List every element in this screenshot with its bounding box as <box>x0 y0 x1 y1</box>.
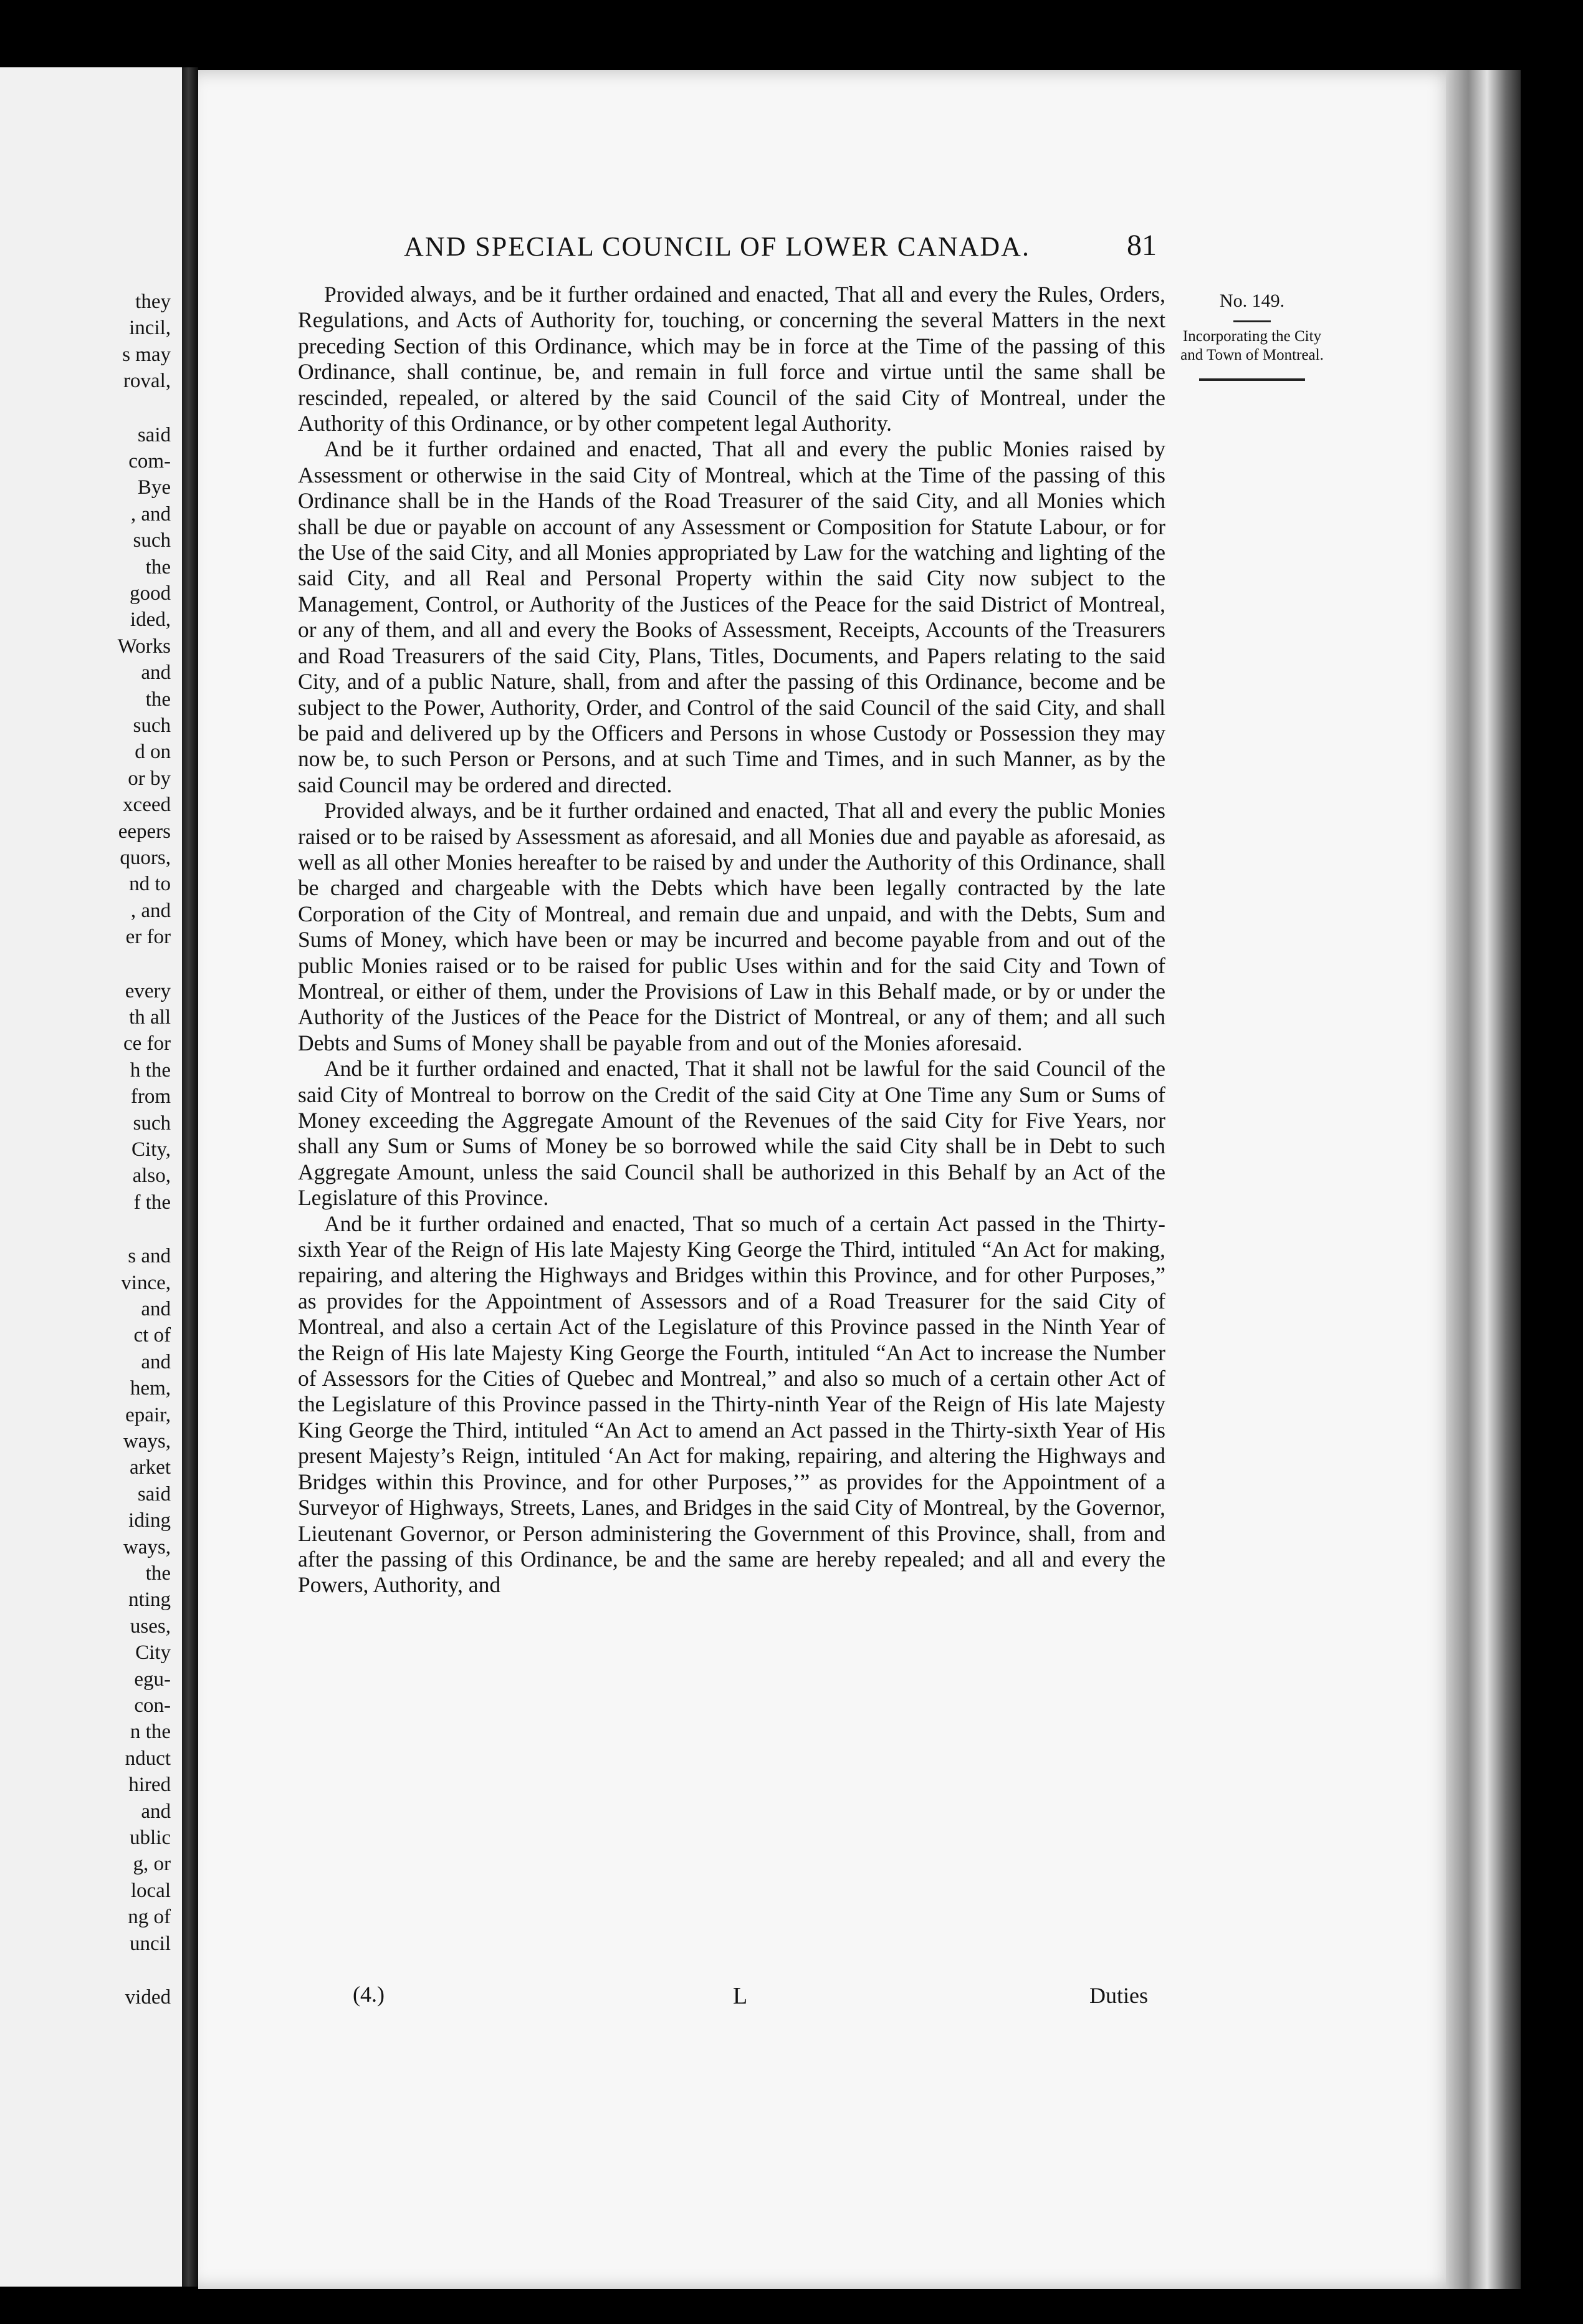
catchword: Duties <box>1089 1983 1148 2008</box>
divider <box>1199 378 1305 381</box>
facing-page-fragment: and <box>141 661 171 684</box>
paragraph: Provided always, and be it further ordained and enacted, That all and every the Rules, Orders, Regulations, and Acts of Authority for, touching, or concerning the several Matters in the next preceding Section of this Ordinance, which may be in force at the Time of the passing of this Ordinance, shall continue, be, and remain in full force and virtue until the same shall be rescinded, repealed, or altered by the said Council of the said City of Montreal, under the Authority of this Ordinance, or by other competent legal Authority. <box>298 282 1165 436</box>
running-head: AND SPECIAL COUNCIL OF LOWER CANADA. <box>404 231 1030 262</box>
facing-page-fragment: egu- <box>134 1668 171 1691</box>
facing-page-fragment: good <box>130 582 171 605</box>
facing-page-fragment: the <box>145 555 171 579</box>
facing-page-fragment: d on <box>135 741 171 764</box>
facing-page-fragment: s may <box>122 343 171 366</box>
divider <box>1233 320 1271 322</box>
margin-note <box>1170 290 1334 381</box>
facing-page-fragment: vince, <box>121 1271 171 1294</box>
facing-page-fragment: ided, <box>130 608 171 631</box>
facing-page-fragment: arket <box>130 1456 171 1479</box>
facing-page-fragment: said <box>137 423 171 446</box>
facing-page-fragment: con- <box>134 1694 171 1717</box>
signature-mark: (4.) <box>353 1982 385 2007</box>
facing-page-fragment: iding <box>128 1509 171 1532</box>
facing-page-fragment: such <box>133 714 171 737</box>
facing-page-fragment: roval, <box>123 370 171 393</box>
facing-page-fragment: City <box>135 1641 171 1664</box>
facing-page-fragment: th all <box>129 1006 171 1029</box>
facing-page-fragment: f the <box>133 1191 171 1214</box>
facing-page-fragment: and <box>141 1350 171 1373</box>
facing-page-fragment: hired <box>128 1774 171 1797</box>
margin-note-text: Incorporating the City and Town of Montreal. <box>1180 328 1324 363</box>
facing-page-fragment: or by <box>128 767 171 790</box>
facing-page-fragment: local <box>130 1879 171 1902</box>
facing-page-fragment: they <box>135 290 171 313</box>
facing-page-fragment: epair, <box>125 1403 171 1426</box>
facing-page-fragment: uses, <box>130 1615 171 1638</box>
facing-page-fragment: also, <box>132 1164 171 1188</box>
facing-page-fragment: ce for <box>123 1032 171 1055</box>
facing-page-fragment: and <box>141 1800 171 1823</box>
facing-page-fragment: from <box>130 1085 171 1108</box>
page-number: 81 <box>1127 229 1157 262</box>
facing-page-fragment: the <box>145 688 171 711</box>
facing-page-fragment: h the <box>130 1059 171 1082</box>
facing-page-fragment: uncil <box>130 1932 171 1955</box>
facing-page-fragment: Works <box>117 635 171 658</box>
facing-page-fragment: ct of <box>133 1324 171 1347</box>
facing-page-fragment: nting <box>128 1588 171 1611</box>
ordinance-number: No. 149. <box>1219 290 1285 311</box>
paragraph: Provided always, and be it further ordained and enacted, That all and every the public Monies raised or to be raised by Assessment as aforesaid, and all Monies due and payable as aforesaid, as well as all other Monies hereafter to be raised by and under the Authority of this Ordinance, shall be charged and chargeable with the Debts which have been legally contracted by the late Corporation of the City of Montreal, and remain due and unpaid, and with the Debts, Sum and Sums of Money, which have been or may be incurred and become payable from and out of the public Monies raised or to be raised for public Uses within and for the said City and Town of Montreal, or either of them, under the Provisions of Law in this Behalf made, or by or under the Authority of the Justices of the Peace for the District of Montreal, or any of them; and all such Debts and Sums of Money shall be payable from and out of the Monies aforesaid. <box>298 798 1165 1055</box>
facing-page-fragment: ways, <box>123 1535 171 1558</box>
page-edge <box>1446 70 1521 2289</box>
facing-page-fragment: ways, <box>123 1430 171 1452</box>
facing-page-fragment: xceed <box>123 794 171 817</box>
facing-page-fragment: s and <box>128 1245 171 1268</box>
facing-page-fragment: com- <box>128 450 171 473</box>
facing-page-fragment: the <box>145 1562 171 1585</box>
facing-page-fragment: every <box>125 979 171 1002</box>
facing-page-fragment: eepers <box>118 820 171 843</box>
body-text <box>298 282 1165 1598</box>
facing-page-fragment: such <box>133 529 171 552</box>
facing-page-fragment: nduct <box>125 1747 171 1770</box>
paragraph: And be it further ordained and enacted, That all and every the public Monies raised by Assessment or otherwise in the said City of Montreal, which at the Time of the passing of this Ordinance shall be in the Hands of the Road Treasurer of the said City, and all Monies which shall be due or payable on account of any Assessment or Composition for Statute Labour, or for the Use of the said City, and all Monies appropriated by Law for the watching and lighting of the said City, and all Real and Personal Property within the said City now subject to the Management, Control, or Authority of the Justices of the Peace for the said District of Montreal, or any of them, and all and every the Books of Assessment, Receipts, Accounts of the Treasurers and Road Treasurers of the said City, Plans, Titles, Documents, and Papers relating to the said City, and of a public Nature, shall, from and after the passing of this Ordinance, become and be subject to the Power, Authority, Order, and Control of the said Council of the said City, and shall be paid and delivered up by the Officers and Persons in whose Custody or Possession they may now be, to such Person or Persons, and at such Time and Times, and in such Manner, as by the said Council may be ordered and directed. <box>298 436 1165 797</box>
facing-page-fragment: City, <box>132 1138 171 1161</box>
facing-page-fragment: nd to <box>129 873 171 896</box>
facing-page-fragment: incil, <box>129 317 171 340</box>
facing-page-fragment: said <box>137 1482 171 1505</box>
facing-page-fragment: , and <box>130 899 171 922</box>
paragraph: And be it further ordained and enacted, That it shall not be lawful for the said Council of the said City of Montreal to borrow on the Credit of the said City at One Time any Sum or Sums of Money exceeding the Aggregate Amount of the Revenues of the said City for Five Years, nor shall any Sum or Sums of Money be so borrowed while the said City shall be in Debt to such Aggregate Amount, unless the said Council shall be authorized in this Behalf by an Act of the Legislature of this Province. <box>298 1056 1165 1211</box>
facing-page-fragment: vided <box>125 1986 171 2009</box>
facing-page-fragment: hem, <box>130 1377 171 1400</box>
facing-page-fragment: er for <box>125 926 171 949</box>
paragraph: And be it further ordained and enacted, That so much of a certain Act passed in the Thirty-sixth Year of the Reign of His late Majesty King George the Third, intituled “An Act for making, repairing, and altering the Highways and Bridges within this Province, and for other Purposes,” as provides for the Appointment of Assessors and of a Road Treasurer for the said City of Montreal, and also a certain Act of the Legislature of this Province passed in the Ninth Year of the Reign of His late Majesty King George the Fourth, intituled “An Act to increase the Number of Assessors for the Cities of Quebec and Montreal,” and also so much of a certain other Act of the Legislature of this Province passed in the Thirty-ninth Year of the Reign of His late Majesty King George the Third, intituled “An Act to amend an Act passed in the Thirty-sixth Year of His present Majesty’s Reign, intituled ‘An Act for making, repairing, and altering the Highways and Bridges within this Province, and for other Purposes,’” as provides for the Appointment of a Surveyor of Highways, Streets, Lanes, and Bridges in the said City of Montreal, by the Governor, Lieutenant Governor, or Person administering the Government of this Province, shall, from and after the passing of this Ordinance, be and the same are hereby repealed; and all and every the Powers, Authority, and <box>298 1211 1165 1598</box>
facing-page-fragment: quors, <box>120 847 171 869</box>
facing-page <box>0 67 182 2287</box>
facing-page-fragment: Bye <box>137 476 171 499</box>
facing-page-fragment: and <box>141 1298 171 1320</box>
facing-page-fragment: g, or <box>133 1853 171 1876</box>
facing-page-fragment: ng of <box>128 1906 171 1929</box>
facing-page-fragment: such <box>133 1112 171 1135</box>
signature-letter: L <box>733 1983 748 2009</box>
facing-page-fragment: ublic <box>130 1827 171 1849</box>
book-gutter <box>182 67 198 2287</box>
facing-page-fragment: , and <box>130 502 171 526</box>
facing-page-fragment: n the <box>130 1721 171 1744</box>
